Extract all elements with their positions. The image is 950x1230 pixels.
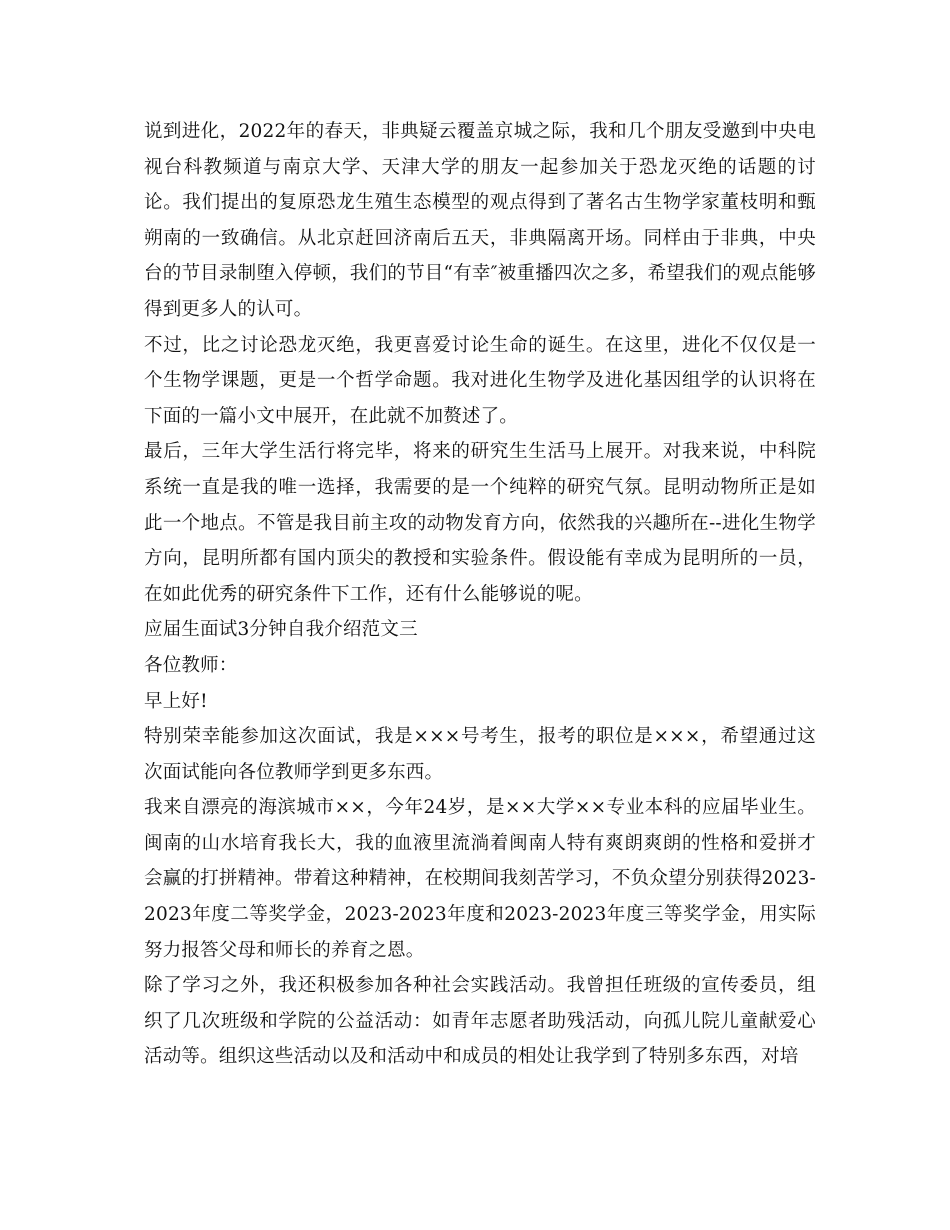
paragraph-origin-of-life: 不过，比之讨论恐龙灭绝，我更喜爱讨论生命的诞生。在这里，进化不仅仅是一个生物学课题，更是一个哲学命题。我对进化生物学及进化基因组学的认识将在下面的一篇小文中展开，在此就不加赘述了。: [144, 334, 816, 427]
paragraph-research-plan: 最后，三年大学生活行将完毕，将来的研究生生活马上展开。对我来说，中科院系统一直是我的唯一选择，我需要的是一个纯粹的研究气氛。昆明动物所正是如此一个地点。不管是我目前主攻的动物发育方向，依然我的兴趣所在--进化生物学方向，昆明所都有国内顶尖的教授和实验条件。假设能有幸成为昆明所的一员，在如此优秀的研究条件下工作，还有什么能够说的呢。: [144, 441, 816, 605]
paragraph-introduction: 特别荣幸能参加这次面试，我是×××号考生，报考的职位是×××，希望通过这次面试能向各位教师学到更多东西。: [144, 726, 816, 783]
document-body: [144, 114, 816, 1075]
salutation: 各位教师：: [144, 654, 238, 676]
greeting: 早上好!: [144, 690, 208, 712]
paragraph-evolution-discussion: 说到进化，2022年的春天，非典疑云覆盖京城之际，我和几个朋友受邀到中央电视台科教频道与南京大学、天津大学的朋友一起参加关于恐龙灭绝的话题的讨论。我们提出的复原恐龙生殖生态模型的观点得到了著名古生物学家董枝明和甄朔南的一致确信。从北京赶回济南后五天，非典隔离开场。同样由于非典，中央台的节目录制堕入停顿，我们的节目“有幸″被重播四次之多，希望我们的观点能够得到更多人的认可。: [144, 121, 816, 320]
section-heading: 应届生面试3分钟自我介绍范文三: [144, 619, 418, 641]
paragraph-background: 我来自漂亮的海滨城市××，今年24岁，是××大学××专业本科的应届毕业生。闽南的山水培育我长大，我的血液里流淌着闽南人特有爽朗爽朗的性格和爱拼才会赢的打拼精神。带着这种精神，在校期间我刻苦学习，不负众望分别获得2023-2023年度二等奖学金，2023-2023年度和2023-2023年度三等奖学金，用实际努力报答父母和师长的养育之恩。: [144, 797, 816, 961]
paragraph-activities: 除了学习之外，我还积极参加各种社会实践活动。我曾担任班级的宣传委员，组织了几次班级和学院的公益活动：如青年志愿者助残活动，向孤儿院儿童献爱心活动等。组织这些活动以及和活动中和成员的相处让我学到了特别多东西，对培: [144, 975, 816, 1068]
